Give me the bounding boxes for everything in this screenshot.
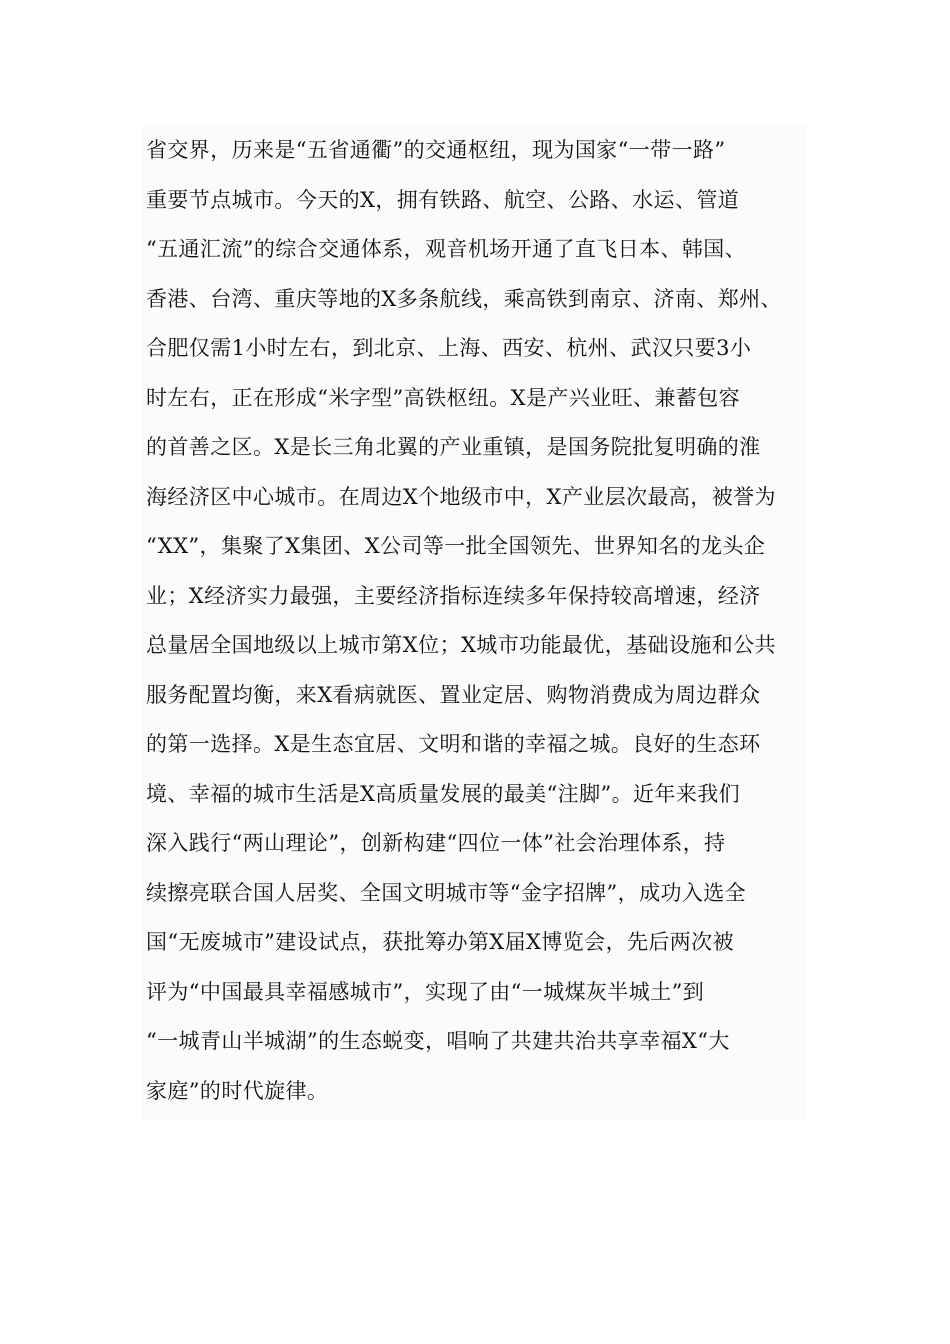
- text-line: 国“无废城市”建设试点，获批筹办第X届X博览会，先后两次被: [146, 930, 734, 954]
- text-line: 境、幸福的城市生活是X高质量发展的最美“注脚”。近年来我们: [146, 781, 741, 806]
- text-line: 总量居全国地级以上城市第X位；X城市功能最优，基础设施和公共: [146, 633, 776, 657]
- text-line: 合肥仅需1小时左右，到北京、上海、西安、杭州、武汉只要3小: [146, 336, 752, 360]
- text-line: 的第一选择。X是生态宜居、文明和谐的幸福之城。良好的生态环: [146, 732, 761, 756]
- text-line: 深入践行“两山理论”，创新构建“四位一体”社会治理体系，持: [146, 831, 726, 855]
- text-line: 续擦亮联合国人居奖、全国文明城市等“金字招牌”，成功入选全: [146, 880, 747, 905]
- text-line: 家庭”的时代旋律。: [146, 1078, 329, 1103]
- text-line: 重要节点城市。今天的X，拥有铁路、航空、公路、水运、管道: [146, 187, 740, 212]
- document-body: [146, 126, 826, 1116]
- text-line: 海经济区中心城市。在周边X个地级市中，X产业层次最高，被誉为: [146, 484, 776, 509]
- text-line: “XX”，集聚了X集团、X公司等一批全国领先、世界知名的龙头企: [146, 534, 766, 558]
- text-line: 的首善之区。X是长三角北翼的产业重镇，是国务院批复明确的淮: [146, 435, 761, 459]
- text-line: 服务配置均衡，来X看病就医、置业定居、购物消费成为周边群众: [146, 682, 761, 707]
- text-line: 省交界，历来是“五省通衢”的交通枢纽，现为国家“一带一路”: [146, 138, 726, 162]
- text-line: “五通汇流”的综合交通体系，观音机场开通了直飞日本、韩国、: [146, 237, 747, 261]
- text-line: 香港、台湾、重庆等地的X多条航线，乘高铁到南京、济南、郑州、: [146, 286, 782, 311]
- text-line: 时左右，正在形成“米字型”高铁枢纽。X是产兴业旺、兼蓄包容: [146, 385, 741, 410]
- text-line: 业；X经济实力最强，主要经济指标连续多年保持较高增速，经济: [146, 583, 761, 608]
- text-line: 评为“中国最具幸福感城市”，实现了由“一城煤灰半城土”到: [146, 979, 705, 1004]
- text-line: “一城青山半城湖”的生态蜕变，唱响了共建共治共享幸福X“大: [146, 1029, 730, 1053]
